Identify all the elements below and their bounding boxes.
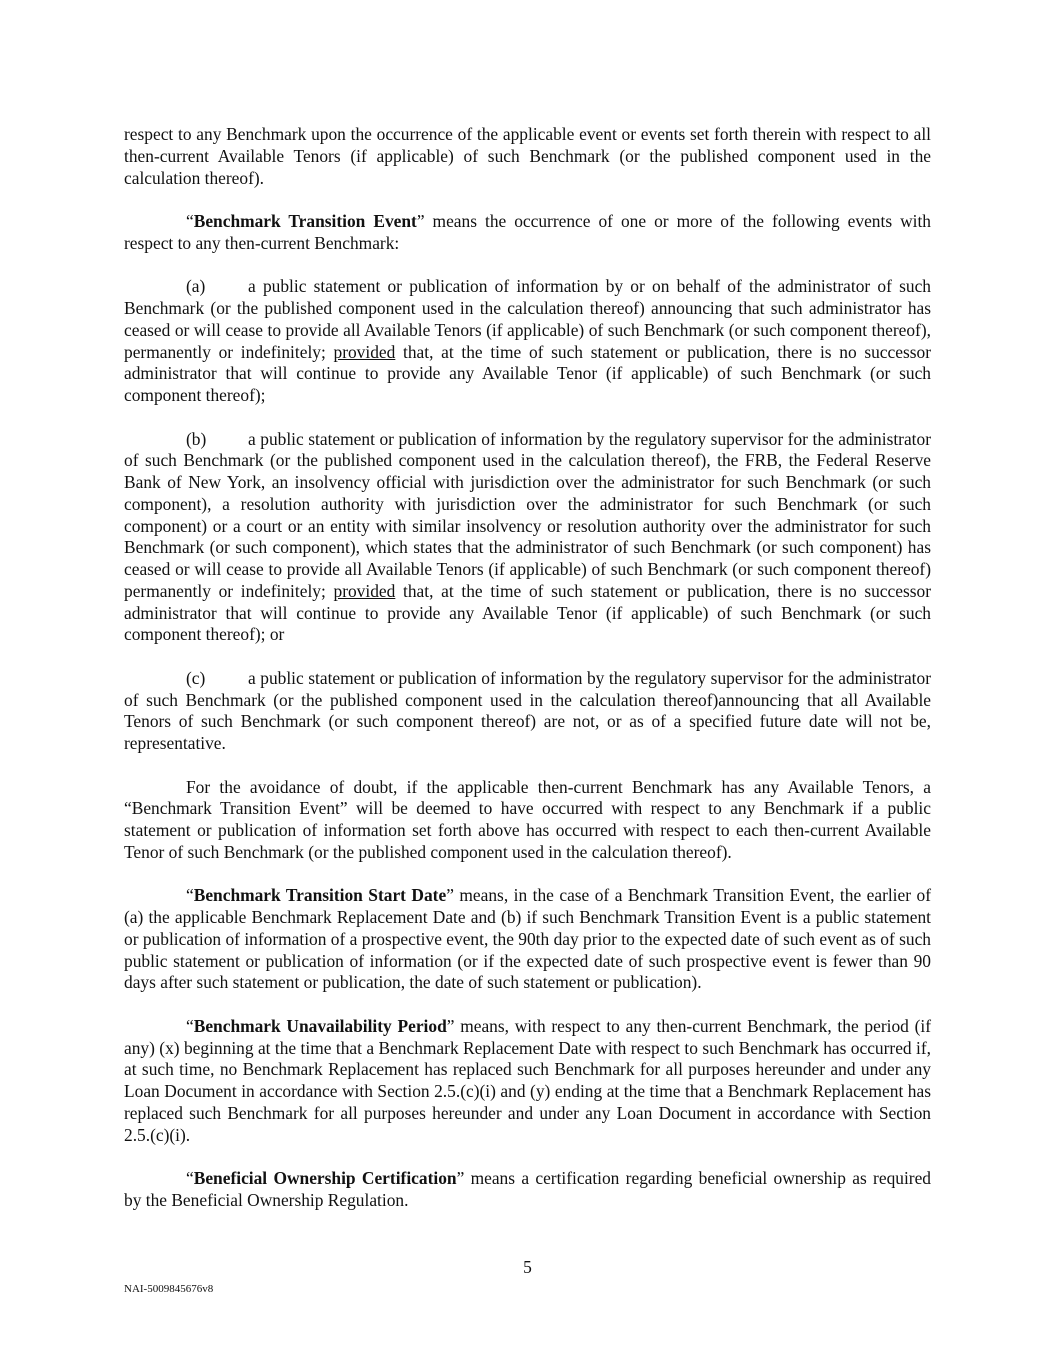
definition-benchmark-transition-event: [124, 211, 931, 255]
definition-text: ” means the occurrence of one or more of the following events with respect to any then-current Benchmark:: [124, 211, 931, 253]
definition-benchmark-transition-start-date: [124, 885, 931, 994]
avoidance-of-doubt-paragraph: [124, 777, 931, 864]
clause-label: (c): [186, 667, 206, 688]
clause-text: a public statement or publication of information by the regulatory supervisor for the administrator of such Benchmark (or the published component used in the calculation thereof), the FRB, the Federal Reserve Bank of New York, an insolvency official with jurisdiction over the administrator for such Benchmark (or such component), a resolution authority with jurisdiction over the administrator for such Benchmark (or such component) or a court or an entity with similar insolvency or resolution authority over the administrator for such Benchmark (or such component), which states that the administrator of such Benchmark (or such component) has ceased or will cease to provide all Available Tenors (if applicable) of such Benchmark (or such component thereof) permanently or indefinitely;: [124, 428, 931, 601]
definition-text: ” means, in the case of a Benchmark Transition Event, the earlier of (a) the applicable Benchmark Replacement Date and (b) if such Benchmark Transition Event is a public statement or publication of information of a prospective event, the 90th day prior to the expected date of such event as of such public statement or publication of information (or if the expected date of such prospective event is fewer than 90 days after such statement or publication, the date of such statement or publication).: [124, 885, 931, 993]
clause-text-continued: that, at the time of such statement or publication, there is no successor administrator that will continue to provide any Available Tenor (if applicable) of such Benchmark (or such component thereof); or: [124, 580, 931, 645]
clause-text: a public statement or publication of information by the regulatory supervisor for the administrator of such Benchmark (or the published component used in the calculation thereof)announcing that all Available Tenors of such Benchmark (or such component thereof) are not, or as of a specified future date will not be, representative.: [124, 667, 931, 753]
paragraph-text: For the avoidance of doubt, if the applicable then-current Benchmark has any Available Tenors, a “Benchmark Transition Event” will be deemed to have occurred with respect to any Benchmark if a public statement or publication of information set forth above has occurred with respect to each then-current Available Tenor of such Benchmark (or the published component used in the calculation thereof).: [124, 776, 931, 862]
defined-term: Benchmark Transition Event: [193, 211, 417, 231]
clause-text: a public statement or publication of information by or on behalf of the administrator of such Benchmark (or the published component used in the calculation thereof) announcing that such administrator has ceased or will cease to provide all Available Tenors (if applicable) of such Benchmark (or such component thereof), permanently or indefinitely;: [124, 276, 931, 362]
defined-term: Benchmark Unavailability Period: [193, 1015, 447, 1036]
paragraph-text: respect to any Benchmark upon the occurrence of the applicable event or events set forth therein with respect to all then-current Available Tenors (if applicable) of such Benchmark (or the published component used in the calculation thereof).: [124, 124, 931, 188]
provided-term: provided: [333, 341, 396, 362]
clause-a: [124, 276, 931, 407]
definition-text: ” means a certification regarding beneficial ownership as required by the Beneficial Ownership Regulation.: [124, 1168, 931, 1210]
open-quote: “: [186, 1015, 194, 1036]
document-body: [124, 124, 931, 1233]
paragraph-continuation: [124, 124, 931, 189]
definition-text: ” means, with respect to any then-current Benchmark, the period (if any) (x) beginning at the time that a Benchmark Replacement Date with respect to such Benchmark has occurred if, at such time, no Benchmark Replacement has replaced such Benchmark for all purposes hereunder and under any Loan Document in accordance with Section 2.5.(c)(i) and (y) ending at the time that a Benchmark Replacement has replaced such Benchmark for all purposes hereunder and under any Loan Document in accordance with Section 2.5.(c)(i).: [124, 1015, 931, 1145]
defined-term: Beneficial Ownership Certification: [193, 1168, 457, 1188]
clause-label: (b): [186, 428, 207, 449]
open-quote: “: [186, 1168, 194, 1188]
open-quote: “: [186, 885, 194, 906]
page-number: 5: [523, 1257, 532, 1277]
defined-term: Benchmark Transition Start Date: [193, 885, 447, 906]
definition-benchmark-unavailability-period: [124, 1016, 931, 1147]
clause-b: [124, 429, 931, 647]
clause-label: (a): [186, 276, 206, 297]
clause-c: [124, 668, 931, 755]
document-id: NAI-5009845676v8: [124, 1283, 214, 1295]
provided-term: provided: [333, 580, 396, 601]
open-quote: “: [186, 211, 194, 231]
definition-beneficial-ownership-certification: [124, 1168, 931, 1212]
clause-text-continued: that, at the time of such statement or publication, there is no successor administrator that will continue to provide any Available Tenor (if applicable) of such Benchmark (or such component thereof);: [124, 341, 931, 405]
